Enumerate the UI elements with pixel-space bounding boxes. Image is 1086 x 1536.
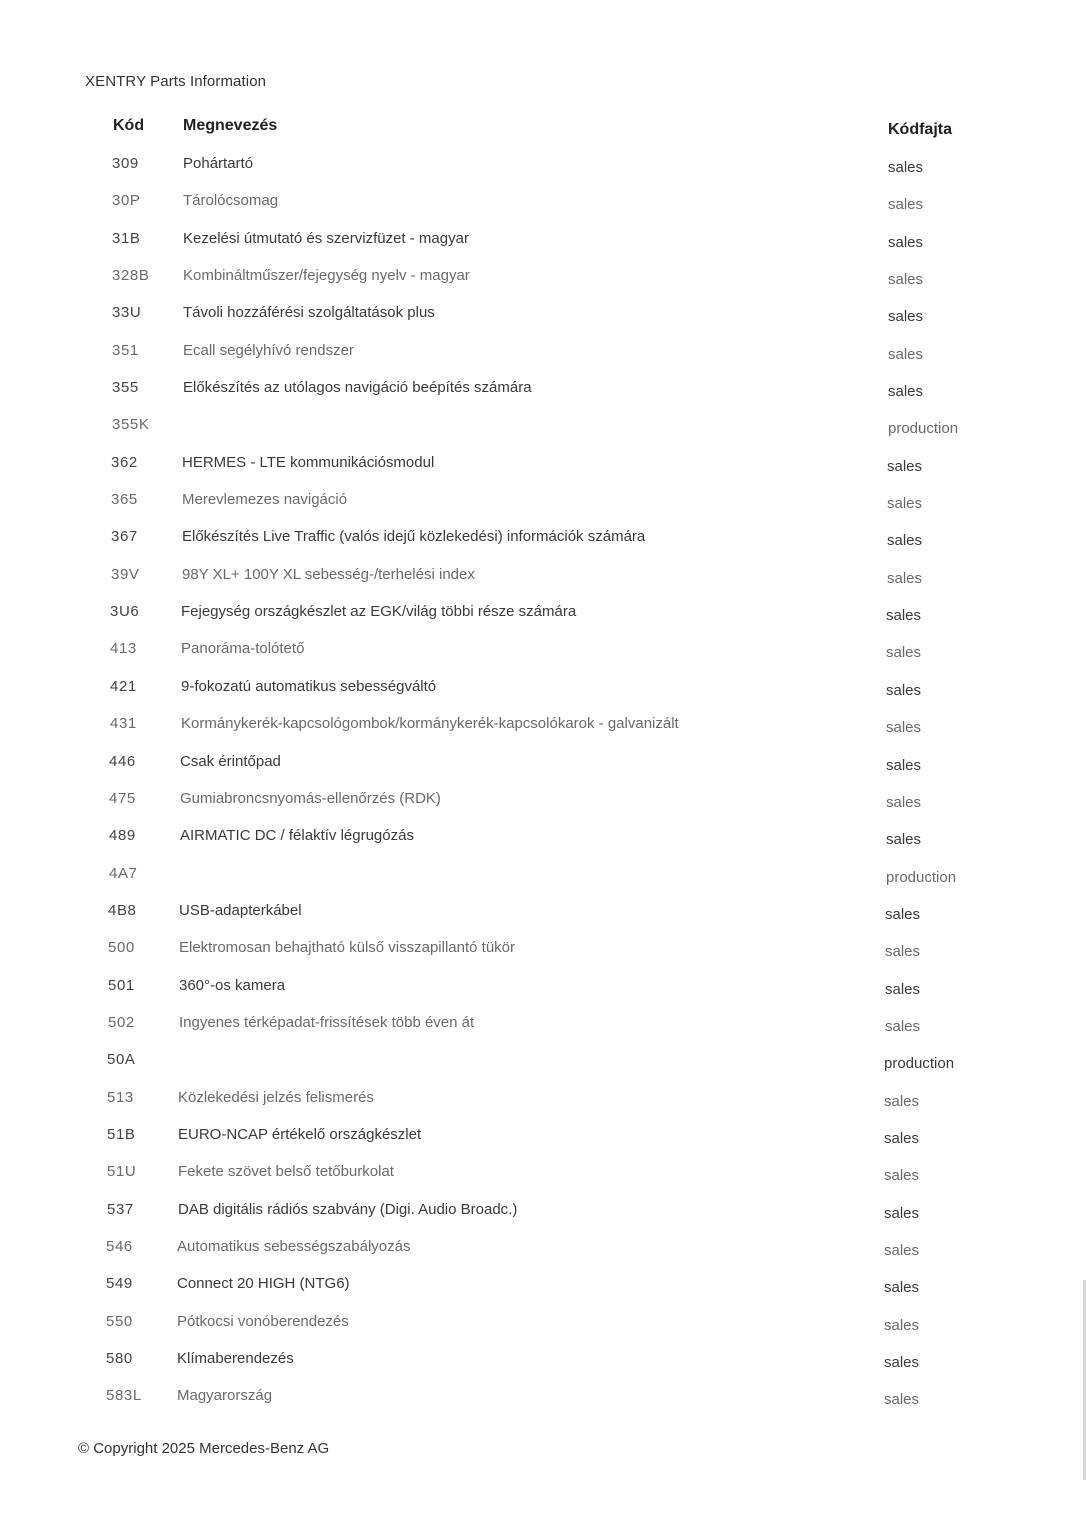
row-code: 413 [110,640,137,658]
table-row [0,374,1086,411]
row-code: 549 [106,1275,133,1293]
table-row [0,972,1086,1009]
row-type: sales [887,457,923,475]
row-code: 583L [106,1387,142,1405]
row-type: sales [884,1354,920,1371]
row-name: Klímaberendezés [177,1350,294,1367]
table-header [0,116,1086,142]
row-type: sales [886,756,922,774]
row-type: sales [884,1279,920,1297]
row-code: 351 [112,341,139,359]
row-type: sales [886,607,922,625]
table-row [0,934,1086,971]
row-name: Elektromosan behajtható külső visszapillantó tükör [179,939,516,957]
row-code: 51B [107,1125,136,1143]
table-row [0,1121,1086,1158]
row-name: 98Y XL+ 100Y XL sebesség-/terhelési index [182,565,475,583]
column-header-name: Megnevezés [183,117,278,134]
row-type: sales [888,159,924,176]
table-row [0,1308,1086,1345]
table-row [0,262,1086,299]
row-name: Tárolócsomag [183,192,279,210]
row-name: Ecall segélyhívó rendszer [183,341,354,359]
row-name: Kezelési útmutató és szervizfüzet - magyar [183,229,469,247]
row-code: 31B [112,229,141,247]
table-row [0,337,1086,374]
row-name: HERMES - LTE kommunikációsmodul [182,453,435,471]
row-code: 550 [106,1312,133,1330]
row-code: 502 [108,1013,135,1031]
table-row [0,1233,1086,1270]
table-row [0,785,1086,822]
row-code: 39V [111,565,140,583]
table-row [0,748,1086,785]
row-name: Kormánykerék-kapcsológombok/kormánykerék-kapcsolókarok - galvanizált [181,715,679,733]
row-type: sales [888,196,924,214]
table-row [0,1009,1086,1046]
row-code: 489 [109,827,136,845]
row-type: sales [887,495,923,513]
row-name: Fejegység országkészlet az EGK/világ többi része számára [181,603,577,621]
row-name: Merevlemezes navigáció [182,491,348,509]
table-row [0,1084,1086,1121]
row-name: AIRMATIC DC / félaktív légrugózás [180,827,414,845]
row-type: sales [888,383,924,401]
table-body [0,150,1086,1420]
row-type: sales [884,1129,920,1147]
row-type: sales [887,569,923,587]
table-row [0,150,1086,187]
row-type: production [888,420,959,438]
row-code: 537 [107,1200,134,1218]
row-name: 360°-os kamera [179,976,286,994]
row-type: sales [887,532,923,550]
row-code: 33U [112,304,142,322]
row-type: production [884,1055,955,1073]
row-name: Connect 20 HIGH (NTG6) [177,1275,350,1293]
row-code: 580 [106,1350,133,1367]
table-row [0,635,1086,672]
row-type: sales [884,1391,920,1409]
row-code: 501 [108,976,135,994]
row-type: sales [886,644,922,662]
row-type: sales [888,271,924,289]
row-name: EURO-NCAP értékelő országkészlet [178,1125,422,1143]
row-code: 367 [111,528,138,546]
row-type: sales [884,1204,920,1222]
row-type: sales [888,308,924,326]
table-row [0,187,1086,224]
row-name: Kombináltműszer/fejegység nyelv - magyar [183,267,470,285]
row-code: 355K [112,416,150,434]
row-code: 51U [107,1163,137,1181]
row-name: Pótkocsi vonóberendezés [177,1312,349,1330]
row-type: sales [884,1092,920,1110]
table-row [0,1382,1086,1419]
row-type: sales [886,793,922,811]
table-row [0,449,1086,486]
row-code: 355 [112,379,139,397]
row-code: 446 [109,752,136,770]
row-name: Gumiabroncsnyomás-ellenőrzés (RDK) [180,789,441,807]
row-code: 30P [112,192,141,210]
row-type: sales [884,1167,920,1185]
row-name: Automatikus sebességszabályozás [177,1237,411,1255]
row-code: 513 [107,1088,134,1106]
row-name: Panoráma-tolótető [181,640,305,658]
row-type: production [886,868,957,886]
copyright-footer: © Copyright 2025 Mercedes-Benz AG [78,1440,330,1457]
table-row [0,710,1086,747]
row-type: sales [886,681,922,699]
row-type: sales [885,1017,921,1035]
row-code: 3U6 [110,603,140,621]
row-type: sales [885,980,921,998]
row-code: 50A [107,1051,136,1069]
table-row [0,523,1086,560]
row-type: sales [885,943,921,961]
table-row [0,225,1086,262]
row-name: USB-adapterkábel [179,901,302,919]
table-row [0,598,1086,635]
row-code: 365 [111,491,138,509]
row-type: sales [884,1316,920,1334]
table-row [0,1345,1086,1382]
table-row [0,897,1086,934]
row-type: sales [884,1241,920,1259]
row-code: 431 [110,715,137,733]
table-row [0,860,1086,897]
table-row [0,1270,1086,1307]
row-type: sales [888,345,924,363]
row-name: 9-fokozatú automatikus sebességváltó [181,677,437,695]
row-code: 421 [110,677,137,695]
row-code: 362 [111,453,138,471]
table-row [0,299,1086,336]
row-name: Előkészítés Live Traffic (valós idejű közlekedési) információk számára [182,528,646,546]
table-row [0,561,1086,598]
row-type: sales [885,905,921,923]
row-name: Ingyenes térképadat-frissítések több éven át [179,1013,475,1031]
row-type: sales [886,719,922,737]
row-code: 546 [106,1237,133,1255]
row-type: sales [886,831,922,849]
column-header-type: Kódfajta [888,121,952,138]
table-row [0,822,1086,859]
row-name: Távoli hozzáférési szolgáltatások plus [183,304,435,322]
row-name: Közlekedési jelzés felismerés [178,1088,374,1106]
table-row [0,411,1086,448]
table-row [0,1196,1086,1233]
row-name: Előkészítés az utólagos navigáció beépítés számára [183,379,532,397]
row-code: 4A7 [109,864,138,882]
row-name: Csak érintőpad [180,752,281,770]
table-row [0,1046,1086,1083]
table-row [0,486,1086,523]
row-code: 309 [112,155,139,172]
row-code: 475 [109,789,136,807]
row-code: 328B [112,267,150,285]
row-type: sales [888,233,924,251]
table-row [0,1158,1086,1195]
row-name: Magyarország [177,1387,273,1405]
page-title: XENTRY Parts Information [85,73,267,90]
row-code: 4B8 [108,901,137,919]
column-header-code: Kód [113,117,145,134]
row-name: Pohártartó [183,155,254,172]
row-name: Fekete szövet belső tetőburkolat [178,1163,394,1181]
row-code: 500 [108,939,135,957]
table-row [0,673,1086,710]
row-name: DAB digitális rádiós szabvány (Digi. Audio Broadc.) [178,1200,518,1218]
